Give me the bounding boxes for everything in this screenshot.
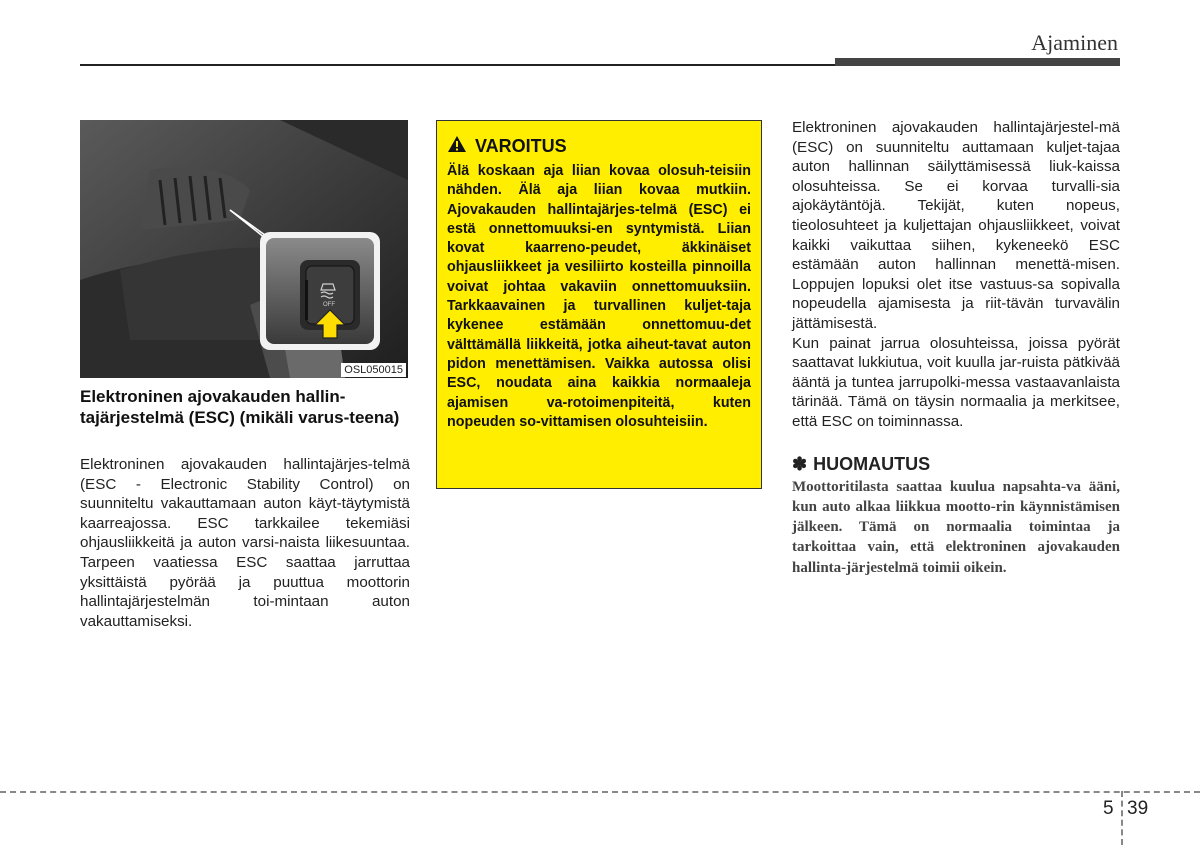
asterisk-icon: ✽ <box>792 453 808 474</box>
right-column <box>792 118 1120 578</box>
esc-paragraph-2: Kun painat jarrua olosuhteissa, joissa pyörät saattavat lukkiutua, voit kuulla jar-ruista pätkivää ääntä ja tuntea jarrupolki-messa vastaavanlaista tärinää. Tämä on täysin normaalia ja merkitsee, että ESC on toiminnassa. <box>792 334 1120 430</box>
warning-box <box>436 120 762 489</box>
svg-text:OFF: OFF <box>323 302 335 308</box>
header-rule-accent <box>835 58 1120 66</box>
note-header <box>792 454 1120 475</box>
section-heading: Elektroninen ajovakauden hallin-tajärjestelmä (ESC) (mikäli varus-teena) <box>80 387 400 427</box>
figure-code: OSL050015 <box>341 363 406 377</box>
warning-triangle-icon <box>447 135 467 158</box>
header-rule <box>80 64 835 66</box>
section-body: Elektroninen ajovakauden hallintajärjes-telmä (ESC - Electronic Stability Control) on suunniteltu vakauttamaan auton käyt-täytymistä kaarreajossa. ESC tarkkailee tekemiäsi ohjausliikkeitä ja auton varsi-naista liikesuuntaa. Tarpeen vaatiessa ESC saattaa jarruttaa yksittäistä pyörää ja puuttua moottorin hallintajärjestelmän toi-mintaan auton vakauttamiseksi. <box>80 456 410 630</box>
esc-paragraph-1: Elektroninen ajovakauden hallintajärjestel-mä (ESC) on suunniteltu auttamaan kuljet-tajaa auton hallinnan säilyttämisessä liuk-kaissa olosuhteissa. Se ei korvaa turvalli-sia ajokäytäntöjä. Tekijät, kuten nopeus, tieolosuhteet ja kuljettajan ohjausliikkeet, voivat kaikki vaikuttaa siihen, kykeneekö ESC estämään auton hallinnan menettä-misen. Loppujen lopuksi olet itse vastuus-sa sopivalla nopeudella ajamisesta ja riit-tävän turvavälin jättämisestä. <box>792 119 1120 332</box>
chapter-title: Ajaminen <box>1031 30 1118 55</box>
warning-header <box>447 135 751 158</box>
warning-text: Älä koskaan aja liian kovaa olosuh-teisiin nähden. Älä aja liian kovaa mutkiin. Ajovakauden hallintajärjes-telmä (ESC) ei estä onnettomuuksi-en syntymistä. Liian kovat kaarreno-peudet, äkkinäiset ohjausliikkeet ja vesiliirto kosteilla pinnoilla voivat johtaa vakaviin onnettomuuksiin. Tarkkaavainen ja turvallinen kuljet-taja kykenee estämään onnettomuu-det välttämällä liikkeitä, jotka aiheut-tavat auton pidon menettämisen. Vaikka autossa olisi ESC, noudata aina kaikkia normaaleja ajamisen va-rotoimenpiteitä, kuten nopeuden so-vittamisen olosuhteisiin. <box>447 163 751 430</box>
footer-divider <box>1121 791 1123 845</box>
chapter-number: 5 <box>1103 798 1114 819</box>
esc-button-photo <box>80 120 408 378</box>
note-text: Moottoritilasta saattaa kuulua napsahta-va ääni, kun auto alkaa liikkua mootto-rin käynnistämisen jälkeen. Tämä on normaalia toimintaa ja tarkoittaa vain, että elektroninen ajovakauden hallinta-järjestelmä toimii oikein. <box>792 478 1120 576</box>
note-title: HUOMAUTUS <box>813 453 931 474</box>
dashboard-illustration <box>80 120 408 378</box>
page-index: 39 <box>1127 798 1149 819</box>
footer-rule <box>0 791 1200 793</box>
warning-title: VAROITUS <box>475 136 567 156</box>
